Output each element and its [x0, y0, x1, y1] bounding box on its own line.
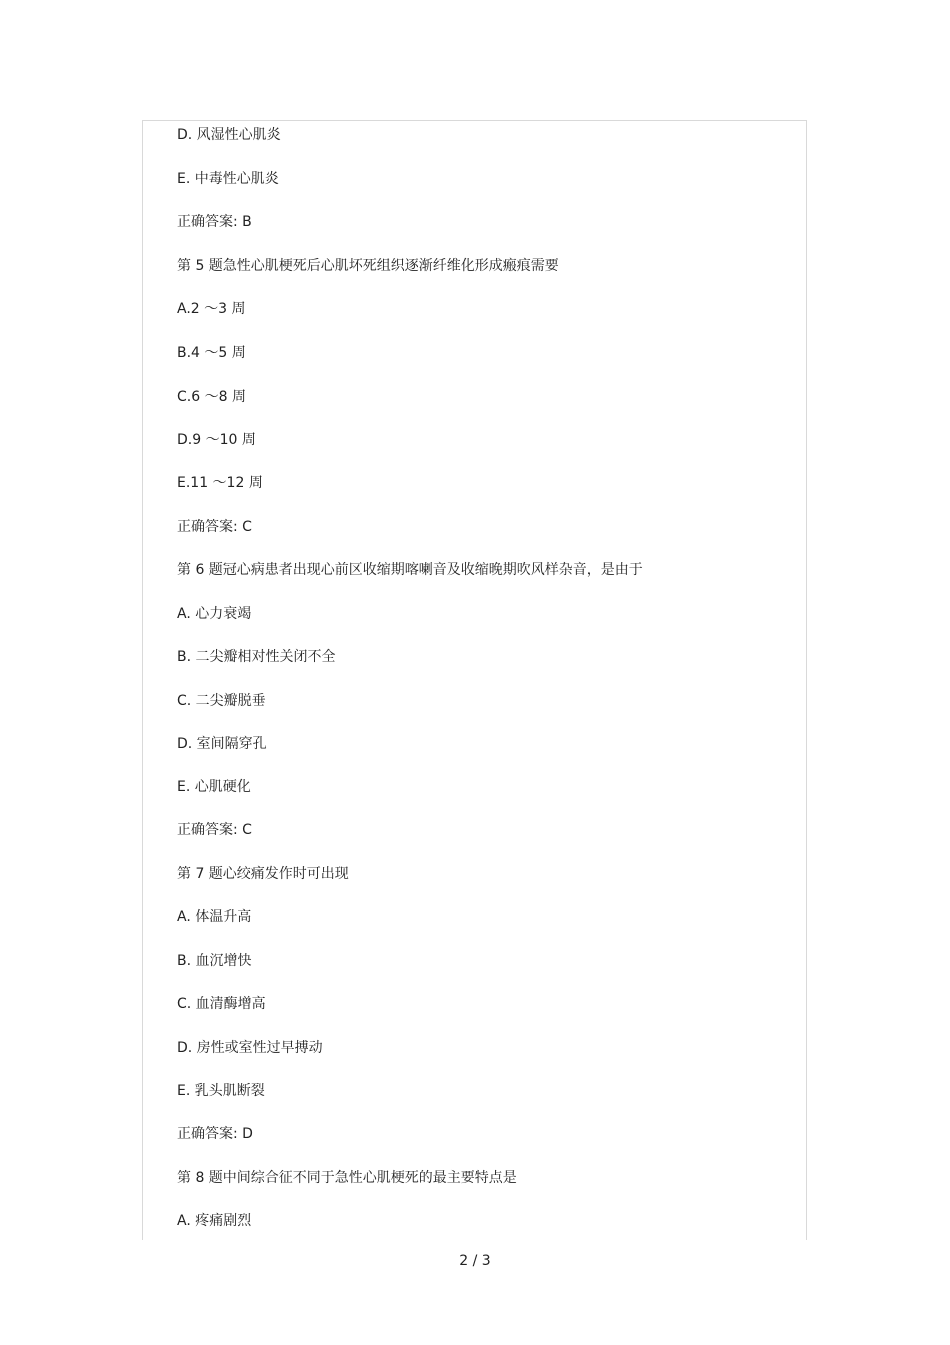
option-e: E.11 ～12 周	[177, 475, 263, 491]
option-e: E. 乳头肌断裂	[177, 1083, 265, 1099]
option-d: D. 室间隔穿孔	[177, 736, 267, 752]
option-b: B. 血沉增快	[177, 953, 252, 969]
answer-line: 正确答案: D	[177, 1126, 253, 1142]
option-e: E. 中毒性心肌炎	[177, 171, 279, 187]
option-d: D. 风湿性心肌炎	[177, 127, 281, 143]
page-frame	[142, 120, 807, 1240]
option-a: A.2 ～3 周	[177, 301, 246, 317]
question-5: 第 5 题急性心肌梗死后心肌坏死组织逐渐纤维化形成瘢痕需要	[177, 258, 559, 274]
option-a: A. 心力衰竭	[177, 606, 252, 622]
page-number: 2 / 3	[459, 1253, 491, 1269]
option-c: C. 二尖瓣脱垂	[177, 693, 266, 709]
option-e: E. 心肌硬化	[177, 779, 251, 795]
question-7: 第 7 题心绞痛发作时可出现	[177, 866, 349, 882]
option-c: C.6 ～8 周	[177, 389, 246, 405]
answer-line: 正确答案: B	[177, 214, 252, 230]
option-b: B.4 ～5 周	[177, 345, 246, 361]
answer-line: 正确答案: C	[177, 519, 252, 535]
option-a: A. 疼痛剧烈	[177, 1213, 252, 1229]
question-6: 第 6 题冠心病患者出现心前区收缩期喀喇音及收缩晚期吹风样杂音，是由于	[177, 562, 643, 578]
option-c: C. 血清酶增高	[177, 996, 266, 1012]
option-d: D.9 ～10 周	[177, 432, 256, 448]
question-8: 第 8 题中间综合征不同于急性心肌梗死的最主要特点是	[177, 1170, 517, 1186]
option-b: B. 二尖瓣相对性关闭不全	[177, 649, 336, 665]
option-a: A. 体温升高	[177, 909, 252, 925]
answer-line: 正确答案: C	[177, 822, 252, 838]
option-d: D. 房性或室性过早搏动	[177, 1040, 323, 1056]
